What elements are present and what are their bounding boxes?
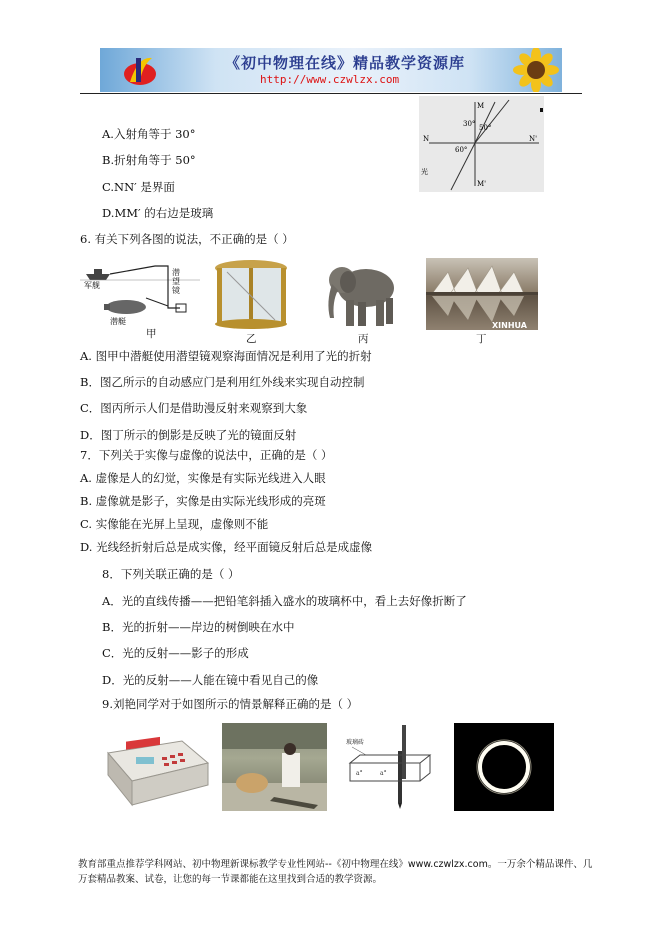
label-50: 50° <box>479 124 492 132</box>
q6-option-d: D．图丁所示的倒影是反映了光的镜面反射 <box>80 428 297 442</box>
q7-option-c: C. 实像能在光屏上呈现，虚像则不能 <box>80 517 269 531</box>
q5-option-c: C.NN′ 是界面 <box>102 180 175 194</box>
header-url: http://www.czwlzx.com <box>260 73 400 86</box>
label-periscope: 潜望镜 <box>172 268 180 295</box>
label-guang: 光 <box>421 168 428 176</box>
label-30: 30° <box>463 120 476 128</box>
q8-option-c: C．光的反射——影子的形成 <box>102 646 249 660</box>
caption-bing: 丙 <box>358 333 369 345</box>
label-n2: N' <box>529 135 538 143</box>
q5-option-d: D.MM′ 的右边是玻璃 <box>102 206 214 220</box>
watermark-xinhua: XINHUA <box>492 321 527 330</box>
q7-option-d: D. 光线经折射后总是成实像，经平面镜反射后总是成虚像 <box>80 540 373 554</box>
q7-stem: 7．下列关于实像与虚像的说法中，正确的是（ ） <box>80 448 333 462</box>
page-footer: 教育部重点推荐学科网站、初中物理新课标教学专业性网站--《初中物理在线》www.czwlzx.com。一万余个精品课件、几万套精品教案、试卷，让您的每一节课都能在这里找到合适的教学资源。 <box>78 859 593 885</box>
q8-stem: 8．下列关联正确的是（ ） <box>102 567 240 581</box>
q8-option-b: B．光的折射——岸边的树倒映在水中 <box>102 620 295 634</box>
q7-option-b: B. 虚像就是影子，实像是由实际光线形成的亮斑 <box>80 494 326 508</box>
header-divider <box>80 93 582 94</box>
q6-option-b: B．图乙所示的自动感应门是利用红外线来实现自动控制 <box>80 375 365 389</box>
header-title: 《初中物理在线》精品教学资源库 <box>225 54 466 72</box>
q9-stem: 9.刘艳同学对于如图所示的情景解释正确的是（ ） <box>102 697 359 711</box>
q8-option-a: A．光的直线传播——把铅笔斜插入盛水的玻璃杯中，看上去好像折断了 <box>102 594 467 608</box>
svg-text:a°: a° <box>380 770 387 777</box>
label-n: N <box>423 135 430 143</box>
q5-option-a: A.入射角等于 30° <box>102 127 196 141</box>
sunflower-icon <box>510 48 562 92</box>
label-m: M <box>477 102 485 110</box>
figure-glass-brick <box>340 723 440 811</box>
figure-revolving-door <box>213 258 290 330</box>
figure-opera-house <box>426 258 538 330</box>
caption-ding: 丁 <box>476 333 487 345</box>
q6-stem: 6. 有关下列各图的说法，不正确的是（ ） <box>80 232 294 246</box>
header-banner <box>100 48 562 92</box>
svg-text:a°: a° <box>356 770 363 777</box>
q6-option-a: A. 图甲中潜艇使用潜望镜观察海面情况是利用了光的折射 <box>80 349 372 363</box>
q8-option-d: D．光的反射——人能在镜中看见自己的像 <box>102 673 319 687</box>
q7-option-a: A. 虚像是人的幻觉，实像是有实际光线进入人眼 <box>80 471 326 485</box>
label-glass-brick: 玻璃砖 <box>346 739 365 746</box>
caption-jia: 甲 <box>146 328 157 340</box>
figure-periscope <box>80 258 200 330</box>
q6-option-c: C．图丙所示人们是借助漫反射来观察到大象 <box>80 401 308 415</box>
caption-yi: 乙 <box>246 333 257 345</box>
figure-elephant <box>320 258 406 330</box>
label-60: 60° <box>455 146 468 154</box>
figure-shadow-photo <box>222 723 327 811</box>
figure-eclipse <box>454 723 554 811</box>
label-m2: M' <box>477 180 487 188</box>
marker-dot <box>540 108 543 112</box>
logo-icon <box>122 52 162 88</box>
figure-currency-detector <box>102 723 212 808</box>
label-sub: 潜艇 <box>110 317 126 326</box>
refraction-diagram <box>419 96 544 192</box>
q5-option-b: B.折射角等于 50° <box>102 153 196 167</box>
label-ship: 军舰 <box>84 281 100 290</box>
